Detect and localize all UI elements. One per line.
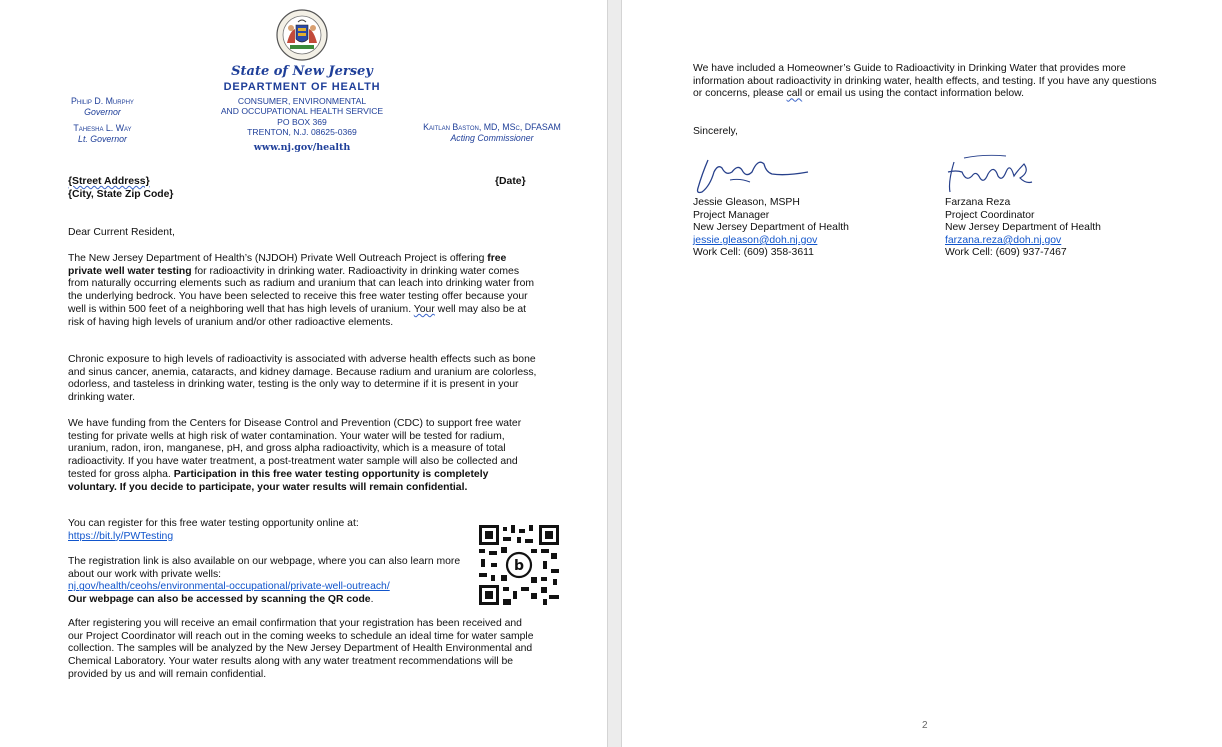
division-line-3: PO BOX 369 <box>277 116 327 127</box>
page-number: 2 <box>922 720 928 731</box>
p4-text: You can register for this free water testing opportunity online at: <box>68 518 359 529</box>
p1-your: Your <box>413 303 435 315</box>
governor-name: Philip D. Murphy <box>71 96 134 106</box>
signer1-phone: Work Cell: (609) 358-3611 <box>693 247 814 259</box>
governor-block <box>55 96 150 117</box>
signer1-name: Jessie Gleason, MSPH <box>693 197 800 208</box>
p1-text-b: for radioactivity in drinking water. Radioactivity in drinking water comes from naturally occurring elements such as radium and uranium that can leach into drinking water from the underlying bedrock. You have been selected to receive this free water testing offer because your well is within 500 feet of a neighboring well that has high levels of uranium. <box>68 265 535 315</box>
qr-code-icon[interactable] <box>479 525 559 605</box>
letter-page-2 <box>622 0 1222 747</box>
commissioner-role: Acting Commissioner <box>450 132 534 143</box>
p3-text: We have funding from the Centers for Disease Control and Prevention (CDC) to support free water testing for private wells at high risk of water contamination. Your water will be tested for radium, uranium, radon, iron, manganese, pH, and gross alpha radioactivity, which is a measure of total radioactivity. If you have water treatment, a post-treatment water sample will also be collected and tested for gross alpha. <box>68 418 522 480</box>
page-gutter <box>607 0 622 747</box>
paragraph-2: Chronic exposure to high levels of radioactivity is associated with adverse health effects such as bone and sinus cancer, anemia, cataracts, and kidney damage. Because radium and uranium are colorless, odorless, and tasteless in drinking water, testing is the only way to determine if it is present in your drinking water. <box>68 354 537 404</box>
division-line-1: CONSUMER, ENVIRONMENTAL <box>237 96 367 106</box>
svg-text:b: b <box>513 558 525 574</box>
letter-date: {Date} <box>495 176 526 187</box>
paragraph-4 <box>68 518 468 543</box>
p5-bold: Our webpage can also be accessed by scanning the QR code <box>68 594 371 606</box>
lt-governor-role: Lt. Governor <box>78 133 127 144</box>
website-link[interactable]: www.nj.gov/health <box>253 142 351 153</box>
signature-farzana-reza-icon <box>944 152 1034 196</box>
webpage-link[interactable]: nj.gov/health/ceohs/environmental-occupational/private-well-outreach/ <box>68 581 390 593</box>
division-line-4: TRENTON, N.J. 08625-0369 <box>247 126 357 137</box>
p1-bold: free private well water testing <box>68 253 507 277</box>
governor-role: Governor <box>84 106 121 117</box>
department-name: DEPARTMENT OF HEALTH <box>223 81 381 93</box>
street-address: {Street Address} <box>68 176 150 187</box>
signature-jessie-gleason-icon <box>692 150 810 198</box>
signer2-title: Project Coordinator <box>945 209 1035 221</box>
closing: Sincerely, <box>693 126 738 137</box>
p3-bold: Participation in this free water testing opportunity is completely voluntary. If you decide to participate, your water results will remain confidential. <box>68 468 489 493</box>
signer2-name: Farzana Reza <box>945 197 1011 208</box>
page2-text-b: or email us using the contact information below. <box>802 88 1024 100</box>
signer-block-1 <box>693 197 849 260</box>
paragraph-6: After registering you will receive an email confirmation that your registration has been received and our Project Coordinator will reach out in the coming weeks to schedule an ideal time for water sample collection. The samples will be analyzed by the New Jersey Department of Health Environmental and Chemical Laboratory. Your water results along with any water treatment recommendations will be provided by us and will remain confidential. <box>68 618 534 680</box>
p1-text-c: well may also be at risk of having high levels of uranium and/or other radioactive elements. <box>68 303 527 328</box>
paragraph-5 <box>68 556 468 607</box>
registration-link[interactable]: https://bit.ly/PWTesting <box>68 530 174 542</box>
paragraph-1 <box>68 253 538 329</box>
division-line-2: AND OCCUPATIONAL HEALTH SERVICE <box>220 106 384 117</box>
lt-governor-block <box>55 123 150 144</box>
state-title: State of New Jersey <box>231 64 373 79</box>
letter-page-1 <box>0 0 607 747</box>
signer1-email-link[interactable]: jessie.gleason@doh.nj.gov <box>693 234 818 246</box>
signer2-email-link[interactable]: farzana.reza@doh.nj.gov <box>945 234 1062 246</box>
p1-text-a: The New Jersey Department of Health’s (NJDOH) Private Well Outreach Project is offering <box>68 253 488 264</box>
signer1-org: New Jersey Department of Health <box>693 222 849 234</box>
salutation: Dear Current Resident, <box>68 227 175 238</box>
p5-text: The registration link is also available on our webpage, where you can also learn more about our work with private wells: <box>68 556 461 580</box>
division-address <box>200 96 404 137</box>
page2-paragraph <box>693 63 1163 101</box>
recipient-address <box>68 176 173 201</box>
page2-call: call <box>786 88 803 100</box>
signer1-title: Project Manager <box>693 209 770 221</box>
paragraph-3 <box>68 418 538 494</box>
signer-block-2 <box>945 197 1101 260</box>
commissioner-name: Kaitlan Baston, MD, MSc, DFASAM <box>423 122 561 132</box>
nj-state-seal-icon <box>276 9 328 61</box>
page2-text-a: We have included a Homeowner’s Guide to Radioactivity in Drinking Water that provides more information about radioactivity in drinking water, health effects, and testing. If you have any questions or concerns, please <box>693 63 1157 100</box>
signer2-phone: Work Cell: (609) 937-7467 <box>945 247 1067 259</box>
signer2-org: New Jersey Department of Health <box>945 222 1101 234</box>
p5-end: . <box>370 594 374 606</box>
city-state-zip: {City, State Zip Code} <box>68 188 174 200</box>
lt-governor-name: Tahesha L. Way <box>73 123 132 133</box>
commissioner-block <box>410 122 574 143</box>
